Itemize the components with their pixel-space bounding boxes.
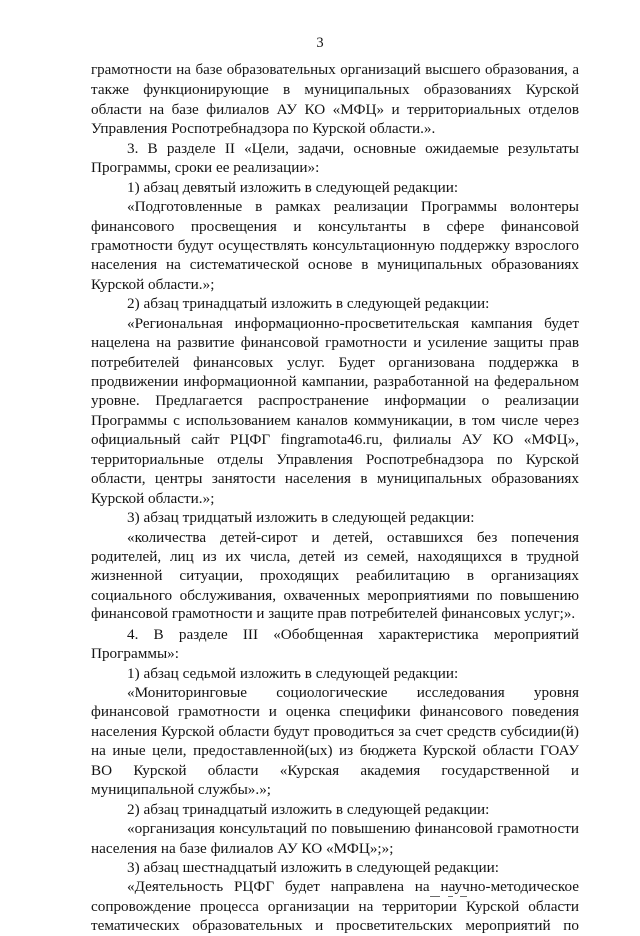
document-body	[91, 61, 579, 936]
text-line: финансового просвещения и консультанты в сфере финансовой	[91, 217, 579, 235]
text-line: Управления Роспотребнадзора по Курской области.».	[91, 120, 436, 138]
text-line: Курской области.»;	[91, 489, 215, 507]
text-line: «организация консультаций по повышению финансовой грамотности	[127, 820, 579, 838]
text-line: «Региональная информационно-просветительская кампания будет	[127, 314, 579, 332]
text-line: 4. В разделе III «Обобщенная характеристика мероприятий	[127, 625, 579, 643]
text-line: жизненной ситуации, проходящих реабилитацию в организациях	[91, 567, 579, 585]
text-line: 1) абзац девятый изложить в следующей редакции:	[127, 178, 459, 196]
text-line: населения на систематической основе в муниципальных образованиях	[91, 256, 579, 274]
text-line: сопровождение процесса организации на территории Курской области	[91, 897, 579, 915]
text-line: грамотности на базе образовательных организаций высшего образования, а	[91, 62, 579, 78]
text-line: ВО Курской области «Курская академия государственной и	[91, 761, 579, 779]
text-line: продвижении информационной кампании, разработанной на федеральном	[91, 373, 579, 390]
scan-mark	[430, 896, 440, 897]
text-line: Программы»:	[91, 645, 179, 663]
text-line: Курской области.»;	[91, 275, 215, 293]
text-line: уровне. Предлагается распространение информации о реализации	[91, 392, 579, 410]
text-line: 3. В разделе II «Цели, задачи, основные ожидаемые результаты	[127, 139, 579, 157]
scan-artifacts	[0, 890, 640, 900]
text-line: 2) абзац тринадцатый изложить в следующей редакции:	[127, 800, 490, 818]
text-line: социального обслуживания, охваченных мероприятиями по повышению	[91, 586, 579, 604]
text-line: Программы с использованием каналов коммуникации, в том числе через	[91, 411, 579, 429]
text-line: населения на базе филиалов АУ КО «МФЦ»;»;	[91, 839, 394, 857]
text-line: также функционирующие в муниципальных образованиях Курской	[91, 81, 579, 99]
text-line: финансовой грамотности и защите прав потребителей финансовых услуг;».	[91, 606, 576, 623]
text-line: финансовой грамотности и оценка специфики финансового поведения	[91, 703, 579, 721]
text-line: территориальные отделы Управления Роспотребнадзора по Курской	[91, 450, 579, 468]
text-line: грамотности будут осуществлять консультационную поддержку взрослого	[91, 236, 579, 254]
text-line: тематических образовательных и просветительских мероприятий по	[91, 917, 579, 935]
text-line: на иные цели, предоставленной(ых) из бюджета Курской области ГОАУ	[91, 742, 579, 760]
text-line: области, центры занятости населения в муниципальных образованиях	[91, 470, 579, 488]
page-number: 3	[316, 35, 324, 51]
text-line: «Подготовленные в рамках реализации Программы волонтеры	[127, 198, 579, 216]
text-line: муниципальной службы».»;	[91, 781, 272, 799]
scan-mark	[460, 896, 467, 897]
text-line: официальный сайт РЦФГ fingramota46.ru, филиалы АУ КО «МФЦ»,	[91, 431, 579, 449]
text-line: 3) абзац тридцатый изложить в следующей редакции:	[127, 509, 475, 527]
text-line: области на базе филиалов АУ КО «МФЦ» и территориальных отделов	[91, 100, 579, 118]
text-line: «количества детей-сирот и детей, оставшихся без попечения	[127, 528, 579, 546]
text-line: 1) абзац седьмой изложить в следующей редакции:	[127, 664, 459, 682]
text-line: 2) абзац тринадцатый изложить в следующей редакции:	[127, 295, 490, 313]
text-line: 3) абзац шестнадцатый изложить в следующей редакции:	[127, 858, 499, 876]
text-line: населения Курской области будут проводиться за счет средств субсидии(й)	[91, 722, 579, 740]
scan-mark	[448, 896, 453, 897]
text-line: «Мониторинговые социологические исследования уровня	[127, 684, 579, 701]
text-line: «Деятельность РЦФГ будет направлена на научно-методическое	[127, 878, 579, 896]
text-line: нацелена на развитие финансовой грамотности и усиление защиты прав	[91, 334, 579, 352]
text-line: потребителей финансовых услуг. Будет организована поддержка в	[91, 353, 579, 371]
text-line: Программы, сроки ее реализации»:	[91, 159, 320, 177]
text-line: родителей, лиц из их числа, детей из семей, находящихся в трудной	[91, 547, 579, 565]
